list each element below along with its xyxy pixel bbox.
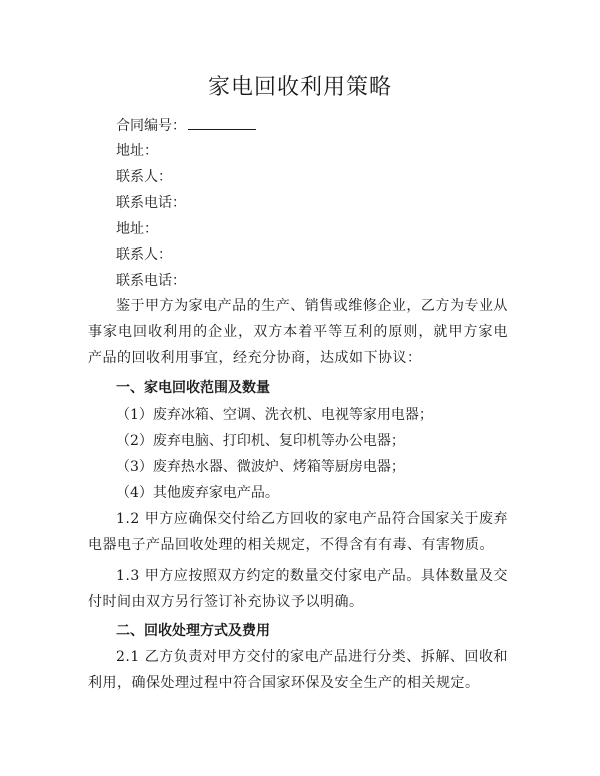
clause-1-2: 1.2 甲方应确保交付给乙方回收的家电产品符合国家关于废弃电器电子产品回收处理的相关规定，不得含有有毒、有害物质。 [88,511,508,553]
party-b-contact-label: 联系人： [116,247,172,263]
list-item: （1）废弃冰箱、空调、洗衣机、电视等家用电器； [116,407,433,423]
contract-number-field [116,115,256,136]
list-item: （4）其他废弃家电产品。 [116,485,279,501]
document-title: 家电回收利用策略 [207,75,392,100]
section-1-heading: 一、家电回收范围及数量 [116,380,270,396]
contract-number-blank [188,115,256,130]
list-item: （3）废弃热水器、微波炉、烤箱等厨房电器； [116,459,405,475]
party-a-address-label: 地址： [116,143,158,159]
party-a-phone-label: 联系电话： [116,195,186,211]
party-a-contact-label: 联系人： [116,169,172,185]
section-2-heading: 二、回收处理方式及费用 [116,623,270,639]
clause-1-3: 1.3 甲方应按照双方约定的数量交付家电产品。具体数量及交付时间由双方另行签订补充协议予以明确。 [88,568,508,610]
intro-paragraph: 鉴于甲方为家电产品的生产、销售或维修企业，乙方为专业从事家电回收利用的企业，双方本着平等互利的原则，就甲方家电产品的回收利用事宜，经充分协商，达成如下协议： [88,298,508,366]
contract-number-label: 合同编号： [116,118,186,134]
list-item: （2）废弃电脑、打印机、复印机等办公电器； [116,433,405,449]
party-b-phone-label: 联系电话： [116,273,186,289]
party-b-address-label: 地址： [116,221,158,237]
clause-2-1: 2.1 乙方负责对甲方交付的家电产品进行分类、拆解、回收和利用，确保处理过程中符合国家环保及安全生产的相关规定。 [88,649,508,691]
